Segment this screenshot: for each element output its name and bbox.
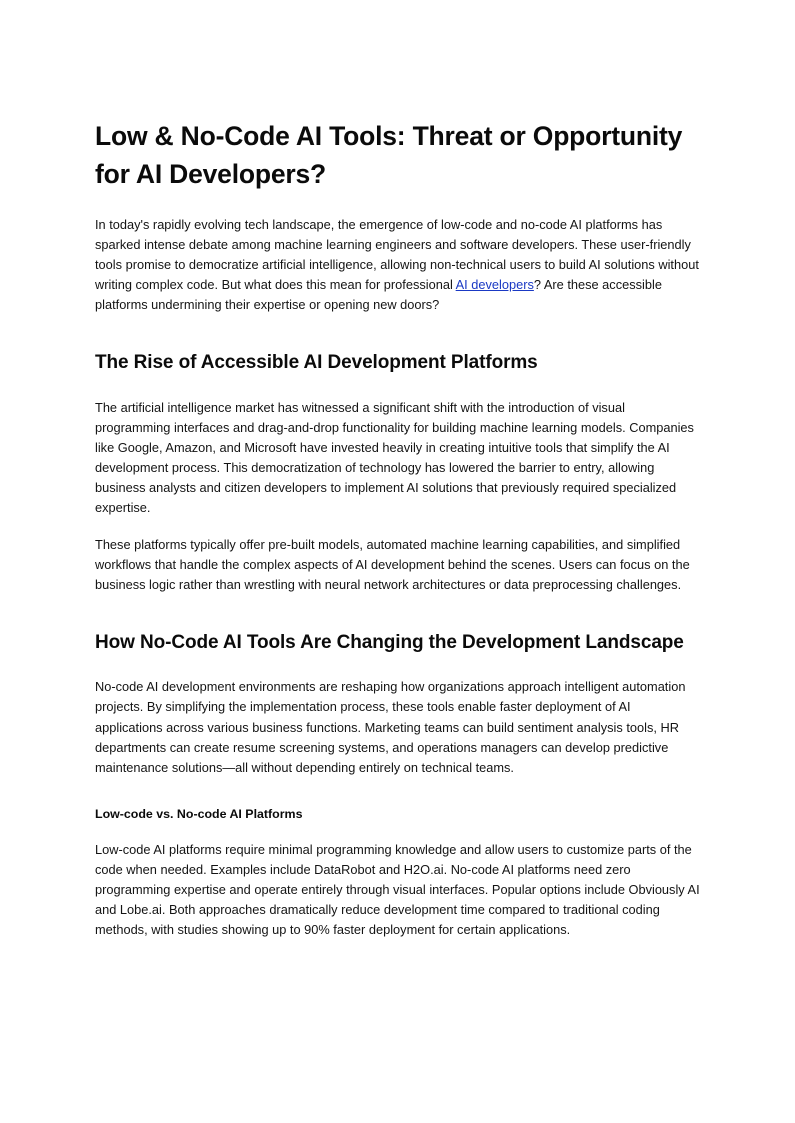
intro-text-after-link: ? Are these accessible platforms undermining their expertise or opening new doors? [95, 277, 662, 313]
document-body [95, 118, 700, 940]
section-1-heading: The Rise of Accessible AI Development Platforms [95, 352, 538, 374]
ai-developers-link[interactable]: AI developers [455, 277, 534, 293]
section-2-paragraph-2: Low-code AI platforms require minimal programming knowledge and allow users to customize parts of the code when needed. Examples include DataRobot and H2O.ai. No-code AI platforms need zero programming expertise and operate entirely through visual interfaces. Popular options include Obviously AI and Lobe.ai. Both approaches dramatically reduce development time compared to traditional coding methods, with studies showing up to 90% faster deployment for certain applications. [95, 842, 700, 938]
section-2-subheading: Low-code vs. No-code AI Platforms [95, 806, 303, 821]
intro-text-before-link: In today's rapidly evolving tech landscape, the emergence of low-code and no-code AI platforms has sparked intense debate among machine learning engineers and software developers. These user-friendly tools promise to democratize artificial intelligence, allowing non-technical users to build AI solutions without writing complex code. But what does this mean for professional [95, 217, 699, 293]
section-1-paragraph-2: These platforms typically offer pre-built models, automated machine learning capabilities, and simplified workflows that handle the complex aspects of AI development behind the scenes. Users can focus on the business logic rather than wrestling with neural network architectures or data preprocessing challenges. [95, 536, 690, 592]
section-2-paragraph-1: No-code AI development environments are reshaping how organizations approach intelligent automation projects. By simplifying the implementation process, these tools enable faster deployment of AI applications across various business functions. Marketing teams can build sentiment analysis tools, HR departments can create resume screening systems, and operations managers can develop predictive maintenance solutions—all without depending entirely on technical teams. [95, 679, 686, 775]
page-title: Low & No-Code AI Tools: Threat or Opportunity for AI Developers? [95, 121, 683, 189]
section-changing-development-landscape [95, 629, 700, 940]
section-1-paragraph-1: The artificial intelligence market has witnessed a significant shift with the introduction of visual programming interfaces and drag-and-drop functionality for building machine learning models. Companies like Google, Amazon, and Microsoft have invested heavily in creating intuitive tools that simplify the AI development process. This democratization of technology has lowered the barrier to entry, allowing business analysts and citizen developers to implement AI solutions that previously required specialized expertise. [95, 399, 694, 515]
section-rise-of-accessible-platforms [95, 349, 700, 595]
section-2-heading: How No-Code AI Tools Are Changing the Development Landscape [95, 631, 684, 653]
intro-paragraph [95, 215, 700, 315]
